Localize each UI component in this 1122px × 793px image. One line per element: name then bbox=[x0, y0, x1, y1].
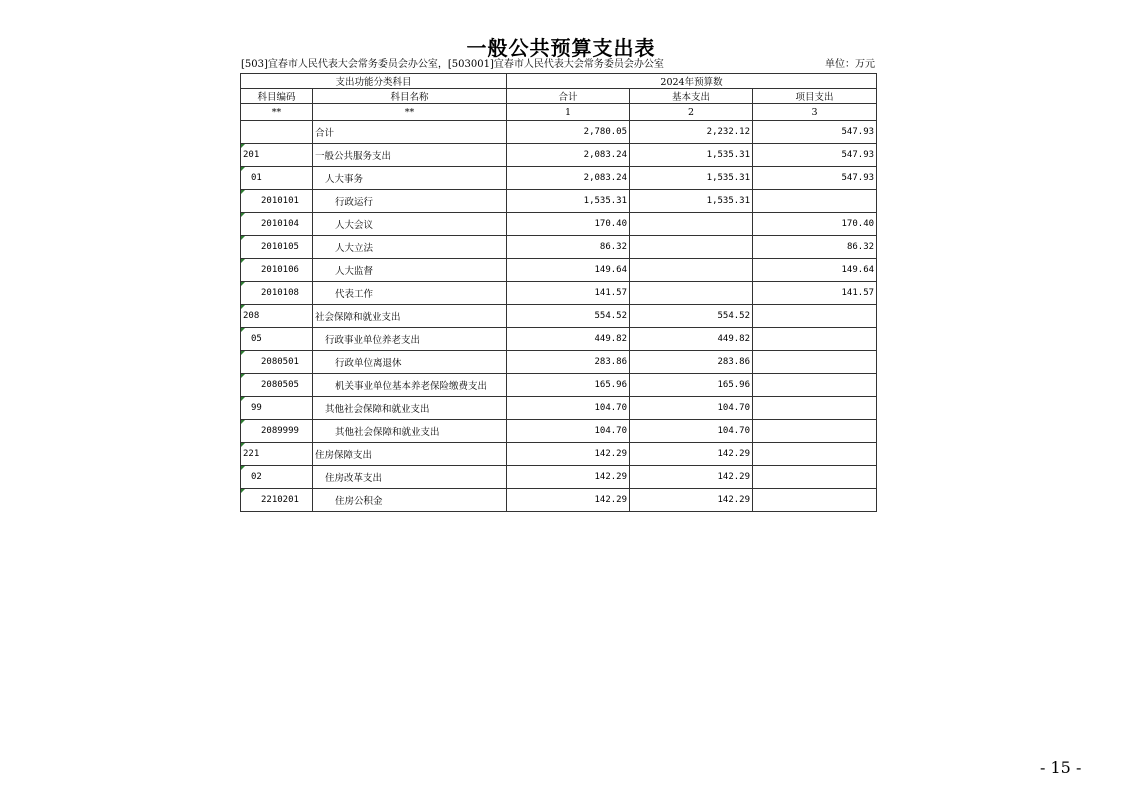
column-index-project: 3 bbox=[753, 104, 877, 121]
row-basic: 449.82 bbox=[630, 328, 753, 351]
row-code: 221 bbox=[241, 443, 313, 466]
row-project bbox=[753, 190, 877, 213]
row-name: 住房公积金 bbox=[313, 489, 507, 512]
row-name: 住房保障支出 bbox=[313, 443, 507, 466]
header-group-function-class: 支出功能分类科目 bbox=[241, 74, 507, 89]
page-title: 一般公共预算支出表 bbox=[466, 36, 656, 60]
table-row bbox=[241, 351, 877, 374]
table-row bbox=[241, 144, 877, 167]
row-total: 170.40 bbox=[507, 213, 630, 236]
column-index-total: 1 bbox=[507, 104, 630, 121]
row-basic: 554.52 bbox=[630, 305, 753, 328]
row-code: 2080501 bbox=[241, 351, 313, 374]
row-code: 2010108 bbox=[241, 282, 313, 305]
row-code: 208 bbox=[241, 305, 313, 328]
table-row bbox=[241, 397, 877, 420]
column-header-name: 科目名称 bbox=[313, 89, 507, 104]
row-total: 2,083.24 bbox=[507, 167, 630, 190]
table-row bbox=[241, 420, 877, 443]
table-body bbox=[241, 121, 877, 512]
table-row bbox=[241, 259, 877, 282]
row-total: 142.29 bbox=[507, 443, 630, 466]
table-row bbox=[241, 489, 877, 512]
row-name: 其他社会保障和就业支出 bbox=[313, 420, 507, 443]
row-basic: 104.70 bbox=[630, 420, 753, 443]
row-total: 141.57 bbox=[507, 282, 630, 305]
row-name: 行政单位离退休 bbox=[313, 351, 507, 374]
row-name: 人大会议 bbox=[313, 213, 507, 236]
row-basic bbox=[630, 236, 753, 259]
organization-line: [503]宜春市人民代表大会常务委员会办公室，[503001]宜春市人民代表大会常务委员会办公室 bbox=[241, 59, 664, 70]
row-basic: 1,535.31 bbox=[630, 190, 753, 213]
row-project bbox=[753, 420, 877, 443]
table-subheader bbox=[241, 58, 875, 72]
row-project bbox=[753, 397, 877, 420]
row-basic bbox=[630, 213, 753, 236]
row-name: 社会保障和就业支出 bbox=[313, 305, 507, 328]
row-name: 行政事业单位养老支出 bbox=[313, 328, 507, 351]
row-code bbox=[241, 121, 313, 144]
row-name: 人大事务 bbox=[313, 167, 507, 190]
row-code: 02 bbox=[241, 466, 313, 489]
row-code: 99 bbox=[241, 397, 313, 420]
table-row-total bbox=[241, 121, 877, 144]
table-row bbox=[241, 213, 877, 236]
column-index-basic: 2 bbox=[630, 104, 753, 121]
column-marker-name: ** bbox=[313, 104, 507, 121]
row-total: 1,535.31 bbox=[507, 190, 630, 213]
row-code: 2210201 bbox=[241, 489, 313, 512]
row-code: 201 bbox=[241, 144, 313, 167]
row-project bbox=[753, 328, 877, 351]
row-basic: 142.29 bbox=[630, 443, 753, 466]
row-project bbox=[753, 443, 877, 466]
row-project: 149.64 bbox=[753, 259, 877, 282]
table-row bbox=[241, 305, 877, 328]
row-project: 86.32 bbox=[753, 236, 877, 259]
row-project bbox=[753, 351, 877, 374]
row-code: 2089999 bbox=[241, 420, 313, 443]
row-basic: 283.86 bbox=[630, 351, 753, 374]
row-basic: 1,535.31 bbox=[630, 167, 753, 190]
column-header-code: 科目编码 bbox=[241, 89, 313, 104]
unit-label: 单位：万元 bbox=[825, 59, 875, 70]
column-header-total: 合计 bbox=[507, 89, 630, 104]
row-total: 554.52 bbox=[507, 305, 630, 328]
column-header-basic: 基本支出 bbox=[630, 89, 753, 104]
column-marker-code: ** bbox=[241, 104, 313, 121]
table-row bbox=[241, 466, 877, 489]
row-total: 2,083.24 bbox=[507, 144, 630, 167]
row-project: 141.57 bbox=[753, 282, 877, 305]
row-project bbox=[753, 466, 877, 489]
row-basic: 2,232.12 bbox=[630, 121, 753, 144]
row-code: 2010106 bbox=[241, 259, 313, 282]
table-row bbox=[241, 282, 877, 305]
table-row bbox=[241, 443, 877, 466]
row-name: 机关事业单位基本养老保险缴费支出 bbox=[313, 374, 507, 397]
row-basic bbox=[630, 282, 753, 305]
row-name: 其他社会保障和就业支出 bbox=[313, 397, 507, 420]
column-header-project: 项目支出 bbox=[753, 89, 877, 104]
row-project: 547.93 bbox=[753, 144, 877, 167]
row-total: 86.32 bbox=[507, 236, 630, 259]
row-total: 104.70 bbox=[507, 397, 630, 420]
row-total: 149.64 bbox=[507, 259, 630, 282]
row-code: 2010101 bbox=[241, 190, 313, 213]
table-row bbox=[241, 328, 877, 351]
row-project: 170.40 bbox=[753, 213, 877, 236]
row-basic: 1,535.31 bbox=[630, 144, 753, 167]
row-name: 合计 bbox=[313, 121, 507, 144]
row-code: 2010105 bbox=[241, 236, 313, 259]
row-code: 05 bbox=[241, 328, 313, 351]
budget-table bbox=[240, 73, 877, 512]
row-basic: 165.96 bbox=[630, 374, 753, 397]
header-group-budget-year: 2024年预算数 bbox=[507, 74, 877, 89]
table-row bbox=[241, 374, 877, 397]
row-project: 547.93 bbox=[753, 167, 877, 190]
row-code: 2080505 bbox=[241, 374, 313, 397]
row-total: 142.29 bbox=[507, 466, 630, 489]
row-total: 104.70 bbox=[507, 420, 630, 443]
page-number: - 15 - bbox=[1040, 758, 1082, 777]
table-row bbox=[241, 167, 877, 190]
row-total: 2,780.05 bbox=[507, 121, 630, 144]
row-total: 449.82 bbox=[507, 328, 630, 351]
row-code: 2010104 bbox=[241, 213, 313, 236]
row-basic: 142.29 bbox=[630, 489, 753, 512]
row-project bbox=[753, 305, 877, 328]
row-name: 一般公共服务支出 bbox=[313, 144, 507, 167]
row-name: 人大监督 bbox=[313, 259, 507, 282]
row-basic bbox=[630, 259, 753, 282]
row-project bbox=[753, 489, 877, 512]
row-project: 547.93 bbox=[753, 121, 877, 144]
row-name: 人大立法 bbox=[313, 236, 507, 259]
row-code: 01 bbox=[241, 167, 313, 190]
row-basic: 104.70 bbox=[630, 397, 753, 420]
row-name: 住房改革支出 bbox=[313, 466, 507, 489]
table-row bbox=[241, 236, 877, 259]
row-total: 142.29 bbox=[507, 489, 630, 512]
row-total: 283.86 bbox=[507, 351, 630, 374]
row-total: 165.96 bbox=[507, 374, 630, 397]
table-row bbox=[241, 190, 877, 213]
row-name: 行政运行 bbox=[313, 190, 507, 213]
row-project bbox=[753, 374, 877, 397]
row-name: 代表工作 bbox=[313, 282, 507, 305]
row-basic: 142.29 bbox=[630, 466, 753, 489]
